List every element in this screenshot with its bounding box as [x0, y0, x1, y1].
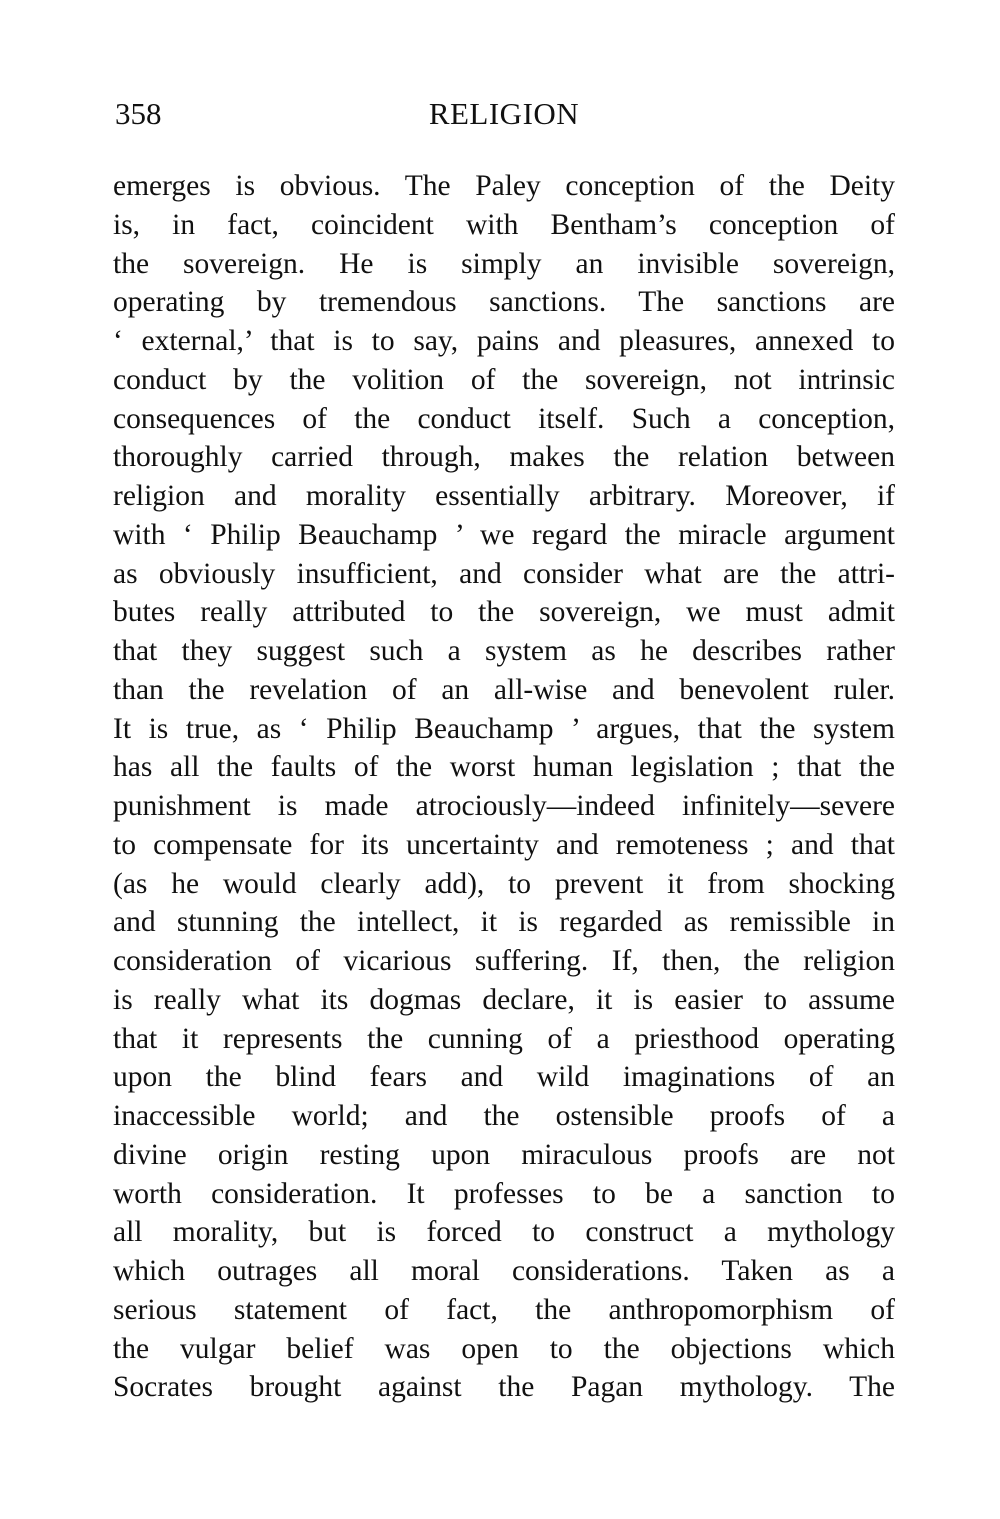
- text-line: consideration of vicarious suffering. If, then, the religion: [113, 945, 895, 977]
- text-line: serious statement of fact, the anthropomorphism of: [113, 1293, 895, 1326]
- text-line: and stunning the intellect, it is regarded as remissible in: [113, 906, 895, 939]
- text-line: upon the blind fears and wild imaginations of an: [113, 1061, 895, 1094]
- text-line: to compensate for its uncertainty and remoteness ; and that: [113, 828, 895, 861]
- text-line: is really what its dogmas declare, it is easier to assume: [113, 983, 895, 1016]
- text-line: has all the faults of the worst human legislation ; that the: [113, 751, 895, 784]
- text-line: with ‘ Philip Beauchamp ’ we regard the miracle argument: [113, 518, 895, 551]
- text-line: that they suggest such a system as he describes rather: [113, 635, 895, 667]
- text-line: emerges is obvious. The Paley conception of the Deity: [113, 170, 895, 202]
- text-line: which outrages all moral considerations. Taken as a: [113, 1255, 895, 1287]
- text-line: all morality, but is forced to construct a mythology: [113, 1216, 895, 1249]
- text-line: the sovereign. He is simply an invisible sovereign,: [113, 247, 895, 280]
- page-header: [113, 96, 895, 140]
- text-line: ‘ external,’ that is to say, pains and pleasures, annexed to: [113, 325, 895, 357]
- running-head: RELIGION: [428, 96, 580, 131]
- text-line: Socrates brought against the Pagan mythology. The: [113, 1371, 895, 1404]
- page-number: 358: [115, 96, 162, 131]
- body-text: [113, 167, 895, 1407]
- text-line: consequences of the conduct itself. Such a conception,: [113, 402, 895, 435]
- text-line: as obviously insufficient, and consider what are the attri-: [113, 557, 895, 590]
- text-line: (as he would clearly add), to prevent it from shocking: [113, 867, 895, 900]
- text-line: inaccessible world; and the ostensible proofs of a: [113, 1100, 895, 1132]
- text-line: operating by tremendous sanctions. The sanctions are: [113, 286, 895, 319]
- text-line: divine origin resting upon miraculous proofs are not: [113, 1138, 895, 1171]
- text-line: is, in fact, coincident with Bentham’s conception of: [113, 208, 895, 241]
- text-line: butes really attributed to the sovereign, we must admit: [113, 596, 895, 629]
- text-line: religion and morality essentially arbitrary. Moreover, if: [113, 480, 895, 512]
- text-line: worth consideration. It professes to be a sanction to: [113, 1177, 895, 1210]
- text-line: punishment is made atrociously—indeed infinitely—severe: [113, 790, 895, 822]
- text-line: the vulgar belief was open to the objections which: [113, 1332, 895, 1365]
- text-line: that it represents the cunning of a priesthood operating: [113, 1022, 895, 1055]
- text-line: It is true, as ‘ Philip Beauchamp ’ argues, that the system: [113, 712, 895, 745]
- text-line: thoroughly carried through, makes the relation between: [113, 441, 895, 474]
- text-line: than the revelation of an all-wise and benevolent ruler.: [113, 673, 895, 706]
- text-line: conduct by the volition of the sovereign, not intrinsic: [113, 363, 895, 396]
